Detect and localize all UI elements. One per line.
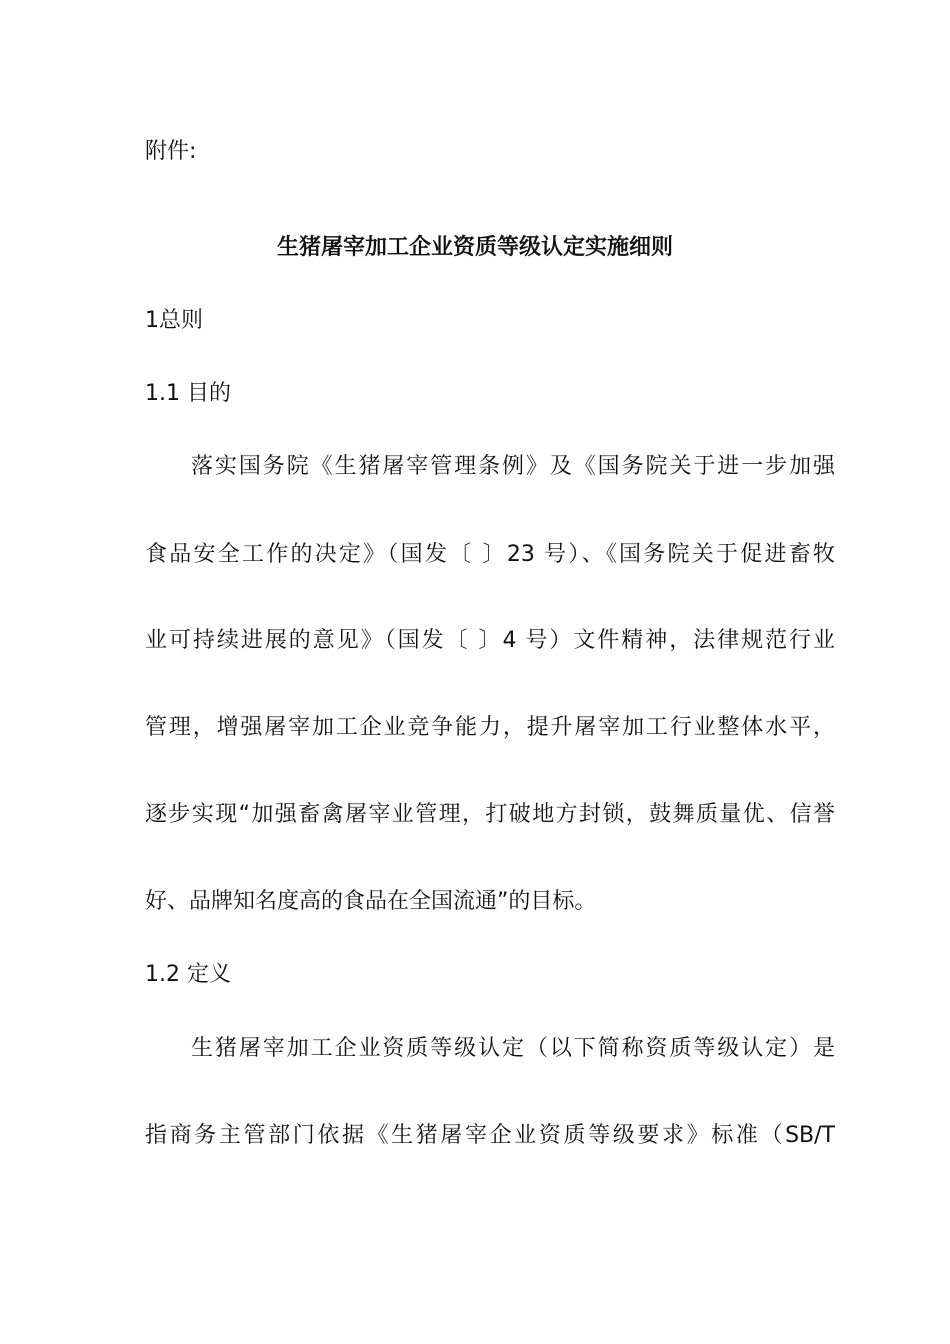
section-heading-1-2: 1.2 定义 [145,962,231,987]
paragraph-line: 落实国务院《生猪屠宰管理条例》及《国务院关于进一步加强 [191,454,835,479]
paragraph-line: 业可持续进展的意见》（国发〔 〕4 号）文件精神，法律规范行业 [145,628,835,653]
attachment-label: 附件: [145,139,197,164]
paragraph-line: 指商务主管部门依据《生猪屠宰企业资质等级要求》标准（SB/T [145,1123,835,1148]
section-heading-1: 1总则 [145,308,203,333]
document-title: 生猪屠宰加工企业资质等级认定实施细则 [276,235,673,260]
paragraph-line: 生猪屠宰加工企业资质等级认定（以下简称资质等级认定）是 [191,1036,835,1061]
paragraph-line: 逐步实现“加强畜禽屠宰业管理，打破地方封锁，鼓舞质量优、信誉 [145,802,835,827]
paragraph-line: 管理，增强屠宰加工企业竞争能力，提升屠宰加工行业整体水平， [145,715,835,740]
paragraph-line: 好、品牌知名度高的食品在全国流通”的目标。 [145,889,597,914]
paragraph-line: 食品安全工作的决定》（国发〔 〕23 号）、《国务院关于促进畜牧 [145,542,835,567]
section-heading-1-1: 1.1 目的 [145,381,231,406]
